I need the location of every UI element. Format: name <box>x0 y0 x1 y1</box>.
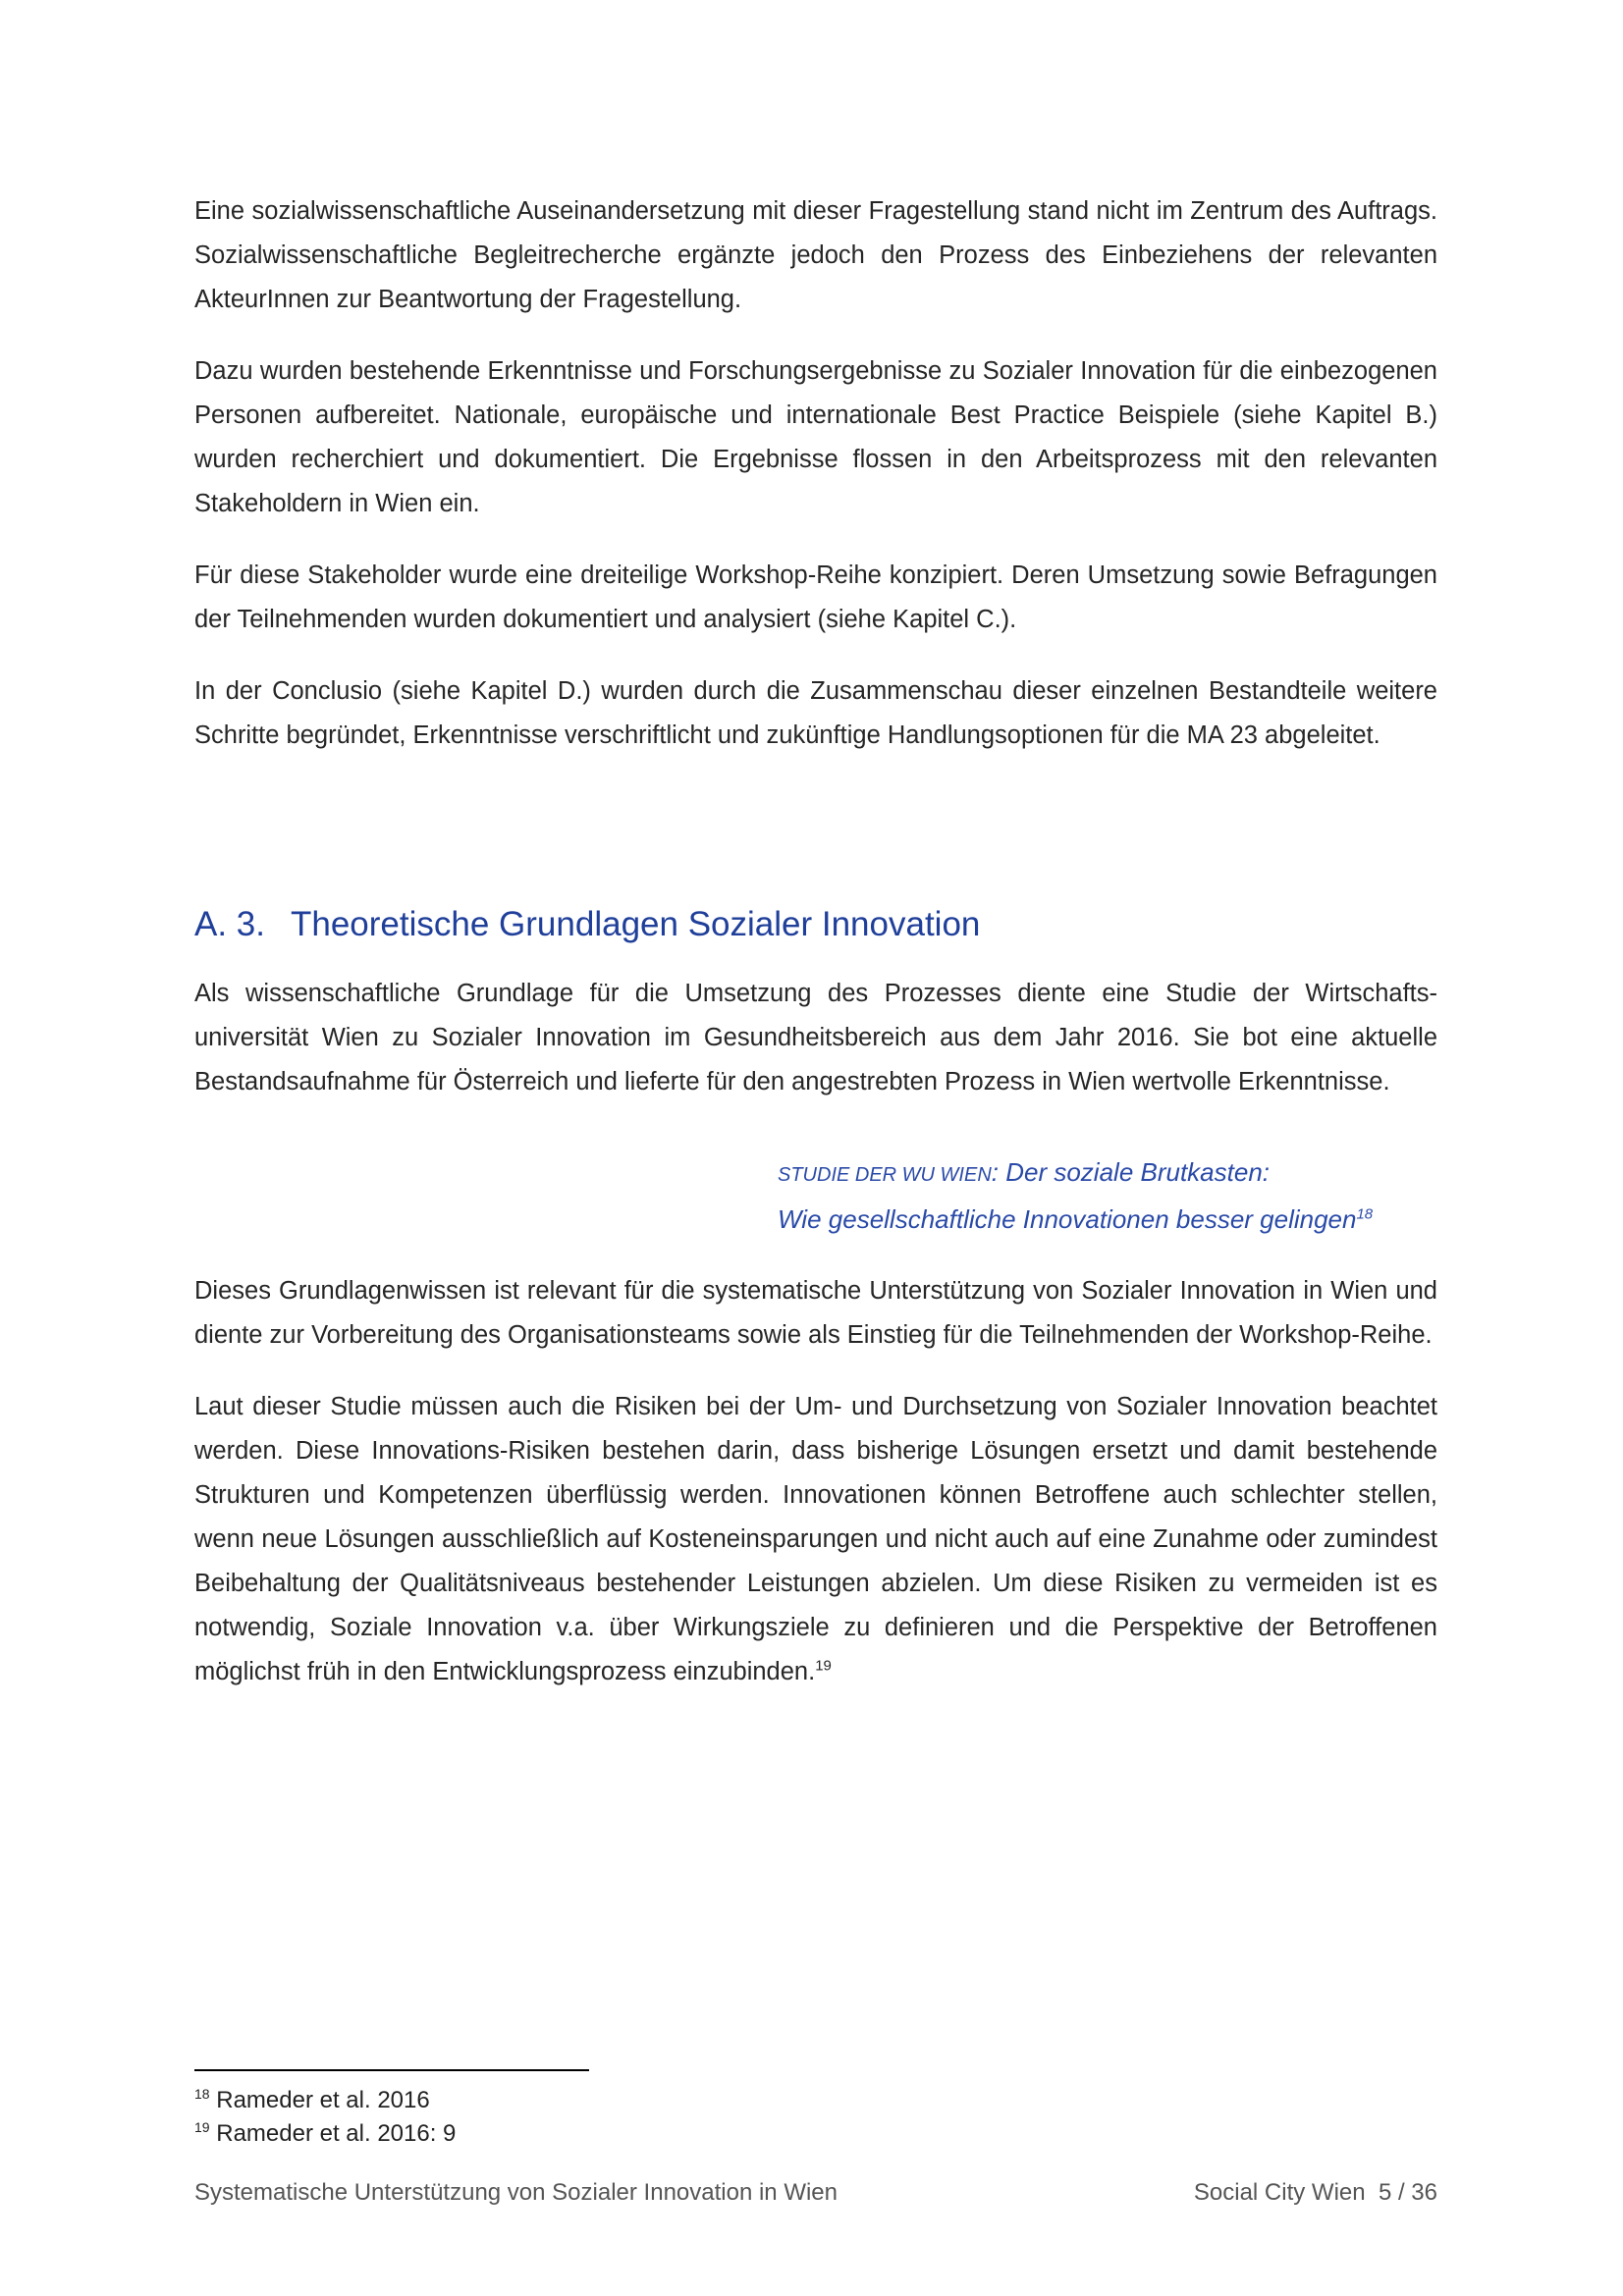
quote-source: STUDIE DER WU WIEN <box>778 1164 992 1186</box>
footer-page-number: Social City Wien 5 / 36 <box>1193 2179 1437 2206</box>
paragraph: Als wissenschaftliche Grundlage für die Umsetzung des Prozesses diente eine Studie der Wirtschafts-universität Wien zu Sozialer Innovation im Gesundheitsbereich aus dem Jahr 2016. Sie bot eine aktuelle Bestandsaufnahme für Österreich und lieferte für den angestrebten Prozess in Wien wertvolle Erkenntnisse. <box>194 980 1437 1095</box>
section-title: Theoretische Grundlagen Sozialer Innovation <box>291 905 981 943</box>
footnote-number: 19 <box>194 2119 210 2135</box>
footer-title: Systematische Unterstützung von Sozialer Innovation in Wien <box>194 2179 838 2206</box>
paragraph: Eine sozialwissenschaftliche Auseinandersetzung mit dieser Fragestellung stand nicht im Zentrum des Auftrags. Sozialwissenschaftliche Begleitrecherche ergänzte jedoch den Prozess des Einbeziehens der relevanten AkteurInnen zur Beantwortung der Fragestellung. <box>194 197 1437 313</box>
section-number: A. 3. <box>194 905 265 943</box>
section-body <box>194 972 1437 1104</box>
footnote <box>194 2120 456 2148</box>
paragraph <box>194 1385 1437 1694</box>
paragraph: Dieses Grundlagenwissen ist relevant für die systematische Unterstützung von Sozialer Innovation in Wien und diente zur Vorbereitung des Organisationsteams sowie als Einstieg für die Teilnehmenden der Workshop-Reihe. <box>194 1277 1437 1349</box>
footnote-text: Rameder et al. 2016: 9 <box>216 2120 457 2147</box>
paragraph: Für diese Stakeholder wurde eine dreiteilige Workshop-Reihe konzipiert. Deren Umsetzung sowie Befragungen der Teilnehmenden wurden dokumentiert und analysiert (siehe Kapitel C.). <box>194 561 1437 633</box>
footnote <box>194 2087 430 2114</box>
footnote-ref[interactable]: 18 <box>1356 1205 1374 1223</box>
footnote-ref[interactable]: 19 <box>815 1657 832 1675</box>
footnote-divider <box>194 2069 589 2071</box>
paragraph: In der Conclusio (siehe Kapitel D.) wurden durch die Zusammenschau dieser einzelnen Bestandteile weitere Schritte begründet, Erkenntnisse verschriftlicht und zukünftige Handlungsoptionen für die MA 23 abgeleitet. <box>194 677 1437 749</box>
paragraph: Dazu wurden bestehende Erkenntnisse und Forschungsergebnisse zu Sozialer Innovation für die einbezogenen Personen aufbereitet. Nationale, europäische und internationale Best Practice Beispiele (siehe Kapitel B.) wurden recherchiert und dokumentiert. Die Ergebnisse flossen in den Arbeitsprozess mit den relevanten Stakeholdern in Wien ein. <box>194 357 1437 517</box>
quote-title: : Der soziale Brutkasten: <box>991 1157 1271 1187</box>
section-heading <box>194 905 980 944</box>
paragraph-text: Laut dieser Studie müssen auch die Risiken bei der Um- und Durchsetzung von Sozialer Innovation beachtet werden. Diese Innovations-Risiken bestehen darin, dass bisherige Lösungen ersetzt und damit bestehende Strukturen und Kompetenzen überflüssig werden. Innovationen können Betroffene auch schlechter stellen, wenn neue Lösungen ausschließlich auf Kosteneinsparungen und nicht auch auf eine Zunahme oder zumindest Beibehaltung der Qualitätsniveaus bestehender Leistungen abzielen. Um diese Risiken zu vermeiden ist es notwendig, Soziale Innovation v.a. über Wirkungsziele zu definieren und die Perspektive der Betroffenen möglichst früh in den Entwicklungsprozess einzubinden. <box>194 1393 1437 1685</box>
footnote-number: 18 <box>194 2086 210 2102</box>
footnote-text: Rameder et al. 2016 <box>216 2087 430 2113</box>
intro-paragraphs <box>194 189 1437 758</box>
quote-subtitle: Wie gesellschaftliche Innovationen besser gelingen <box>778 1204 1357 1234</box>
study-quote <box>778 1150 1373 1242</box>
section-body-2 <box>194 1269 1437 1694</box>
